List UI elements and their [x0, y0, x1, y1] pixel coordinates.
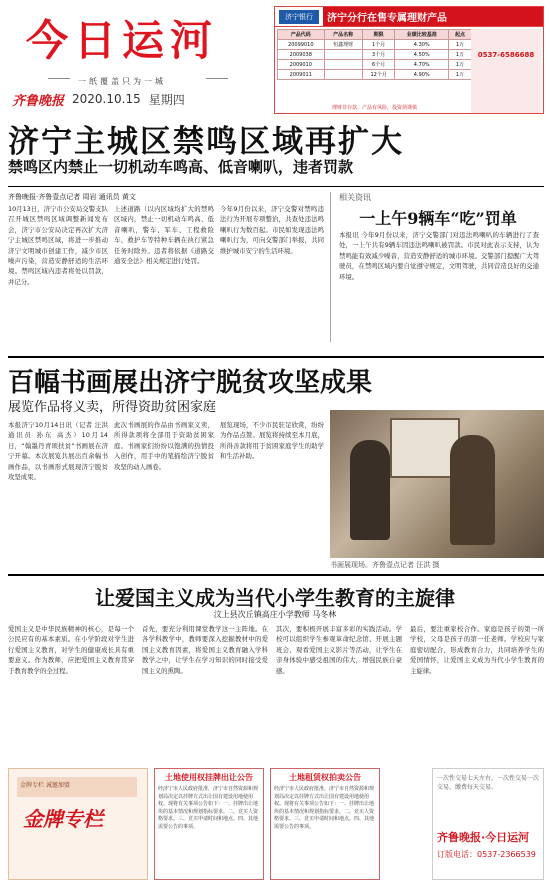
visitor-figure	[450, 435, 495, 545]
table-row	[278, 40, 472, 50]
ad-title: 济宁分行在售专属理财产品	[323, 7, 543, 26]
table-cell: 1万	[449, 60, 472, 70]
table-row	[278, 50, 472, 60]
sidebar-title: 一上午9辆车“吃”罚单	[359, 209, 517, 228]
table-cell: 1万	[449, 40, 472, 50]
table-cell: 4.50%	[395, 50, 449, 60]
article-author: 汶上县次丘镇高庄小学教师 马冬林	[213, 610, 337, 619]
table-cell: 20099010	[278, 40, 325, 50]
gold-column-ad[interactable]	[8, 768, 148, 880]
ad-tagline: 金牌专栏 诚邀加盟	[17, 777, 137, 797]
notice-text: 经济宁市人民政府批准，济宁市自然资源和规划局决定以挂牌方式出让国有建设用地使用权。现将有关事项公告如下：一、挂牌出让地块的基本情况和规划指标要求。二、竞买人资格要求。三、竞买申请时间和地点。四、其他需要公告的事项。	[274, 786, 375, 830]
table-cell	[324, 60, 362, 70]
table-cell: 3个月	[362, 50, 395, 60]
notice-title: 土地使用权挂牌出让公告	[165, 773, 253, 782]
table-cell: 恒鑫理财	[324, 40, 362, 50]
ad-header	[275, 7, 543, 27]
divider	[48, 78, 70, 79]
land-notice[interactable]	[270, 768, 380, 880]
masthead-title: 今日运河	[26, 16, 219, 65]
divider	[8, 574, 544, 576]
third-headline: 让爱国主义成为当代小学生教育的主旋律	[95, 586, 455, 610]
ad-brand: 齐鲁晚报·今日运河	[437, 831, 530, 844]
bank-logo: 济宁银行	[279, 10, 319, 24]
article-column: 首先，要充分利用课堂教学这一主阵地。在各学科教学中，教师要深入挖掘教材中的爱国主义教育因素，将爱国主义教育融入学科教学之中，让学生在学习知识的同时接受爱国主义的熏陶。	[142, 625, 268, 675]
exhibition-photo	[330, 410, 544, 558]
table-cell: 1万	[449, 50, 472, 60]
table-cell: 1个月	[362, 40, 395, 50]
second-headline: 百幅书画展出济宁脱贫攻坚成果	[8, 368, 373, 398]
photo-caption: 书画展现场。齐鲁壹点记者 汪洪 摄	[330, 561, 440, 569]
table-cell: 4.30%	[395, 40, 449, 50]
article-column: 最后，要注重家校合作。家庭是孩子的第一所学校，父母是孩子的第一任老师。学校应与家庭密切配合，形成教育合力，共同培养学生的爱国情怀，让爱国主义成为当代小学生教育的主旋律。	[410, 625, 544, 675]
newspaper-brand: 齐鲁晚报	[12, 93, 65, 109]
ad-small-text: 一次性交易七天左右，一次性交易一次交易，缴费每天交易。	[437, 775, 540, 791]
table-cell	[324, 50, 362, 60]
table-header: 业绩比较基准	[395, 30, 449, 40]
bank-advertisement[interactable]	[274, 6, 544, 114]
issue-weekday: 星期四	[148, 92, 185, 107]
ad-phone: 订版电话：0537-2366539	[437, 850, 536, 859]
table-header: 期限	[362, 30, 395, 40]
table-cell: 2009038	[278, 50, 325, 60]
divider	[8, 186, 544, 187]
masthead-slogan: 一纸覆盖只为一城	[78, 77, 166, 86]
table-header: 产品名称	[324, 30, 362, 40]
notice-title: 土地租赁权拍卖公告	[289, 773, 361, 782]
table-cell: 2009010	[278, 60, 325, 70]
ad-contact-panel	[471, 29, 541, 113]
divider	[8, 356, 544, 358]
article-column: 其次，要积极开展丰富多彩的实践活动。学校可以组织学生参观革命纪念馆、开展主题班会、观看爱国主义影片等活动，让学生在亲身体验中感受祖国的伟大，增强民族自豪感。	[276, 625, 402, 675]
masthead	[8, 4, 268, 114]
second-subheadline: 展览作品将义卖，所得资助贫困家庭	[8, 400, 217, 415]
article-column: 今年9月份以来，济宁交警对禁鸣违法行为开展专项整治，共查处违法鸣喇叭行为数百起。市民如发现违法鸣喇叭行为，可向交警部门举报，共同维护城市安宁的生活环境。	[220, 205, 324, 255]
bottom-ads	[8, 768, 544, 880]
divider	[206, 78, 228, 79]
ad-title: 金牌专栏	[23, 807, 103, 831]
table-cell: 2009011	[278, 70, 325, 80]
masthead-meta	[12, 88, 272, 110]
notice-text: 经济宁市人民政府批准，济宁市自然资源和规划局决定以挂牌方式出让国有建设用地使用权。现将有关事项公告如下：一、挂牌出让地块的基本情况和规划指标要求。二、竞买人资格要求。三、竞买申请时间和地点。四、其他需要公告的事项。	[158, 786, 259, 830]
main-headline: 济宁主城区禁鸣区域再扩大	[8, 124, 404, 160]
article-column: 本报济宁10月14日讯（记者 汪洪 通讯员 孙东 高杰）10月14日，“翰墨丹青颂扶贫”书画展在济宁开幕。本次展览共展出百余幅书画作品，以书画形式展现济宁脱贫攻坚成果。	[8, 421, 108, 481]
ad-phone: 0537-6586688	[477, 51, 535, 59]
newspaper-ad[interactable]	[432, 768, 544, 880]
ad-product-table	[277, 29, 472, 80]
issue-date: 2020.10.15	[72, 92, 141, 106]
article-column: 10月13日，济宁市公安局交警支队召开城区禁鸣区域调整新闻发布会，济宁市公安局决定再次扩大济宁主城区禁鸣区域，将进一步推动济宁文明城市创建工作，减少市区噪声污染，营造安静舒适的生活环境。禁鸣区域内违者将处以罚款，并记分。	[8, 205, 108, 286]
table-cell	[324, 70, 362, 80]
article-column: 上述道路（以内区域均扩大的禁鸣区域内，禁止一切机动车鸣高、低音喇叭，警车、军车、工程救险车、救护车等特种车辆在执行紧急任务时除外。违者将依据《道路交通安全法》相关规定进行处罚。	[114, 205, 214, 265]
article-column: 此次书画展的作品由书画家义卖，所得款项将全部用于资助贫困家庭。书画家们纷纷以饱满的热情投入创作，用手中的笔描绘济宁脱贫攻坚的动人画卷。	[114, 421, 214, 471]
visitor-figure	[350, 440, 390, 540]
table-header: 起点	[449, 30, 472, 40]
table-cell: 12个月	[362, 70, 395, 80]
main-subheadline: 禁鸣区内禁止一切机动车鸣高、低音喇叭，违者罚款	[8, 158, 354, 176]
table-cell: 6个月	[362, 60, 395, 70]
table-cell: 4.90%	[395, 70, 449, 80]
ad-disclaimer: 理财非存款、产品有风险，投资须谨慎	[331, 105, 417, 111]
article-column: 展览现场，不少市民驻足欣赏，纷纷为作品点赞。展览将持续至本月底，所得善款将用于贫困家庭学生的助学和生活补助。	[220, 421, 324, 461]
article-byline: 齐鲁晚报·齐鲁壹点记者 周岩 通讯员 黄文	[8, 193, 136, 201]
related-news-sidebar	[330, 192, 544, 342]
sidebar-label: 相关资讯	[339, 193, 371, 202]
table-header: 产品代码	[278, 30, 325, 40]
table-header-row	[278, 30, 472, 40]
table-row	[278, 60, 472, 70]
table-cell: 4.70%	[395, 60, 449, 70]
table-row	[278, 70, 472, 80]
article-column: 爱国主义是中华民族精神的核心，是每一个公民应有的基本素质。在小学阶段对学生进行爱国主义教育，对学生的健康成长具有重要意义。作为教师，应把爱国主义教育贯穿于教育教学的全过程。	[8, 625, 134, 675]
sidebar-text: 本报讯 今年9月份以来，济宁交警部门对违法鸣喇叭的车辆进行了查处，一上午共有9辆车因违法鸣喇叭被罚款。市民对此表示支持，认为禁鸣能有效减少噪音，营造安静舒适的城市环境。交警部门提醒广大驾驶员，在禁鸣区域内要自觉遵守规定，文明驾驶，共同营造良好的交通环境。	[339, 231, 539, 281]
land-notice[interactable]	[154, 768, 264, 880]
table-cell: 1万	[449, 70, 472, 80]
